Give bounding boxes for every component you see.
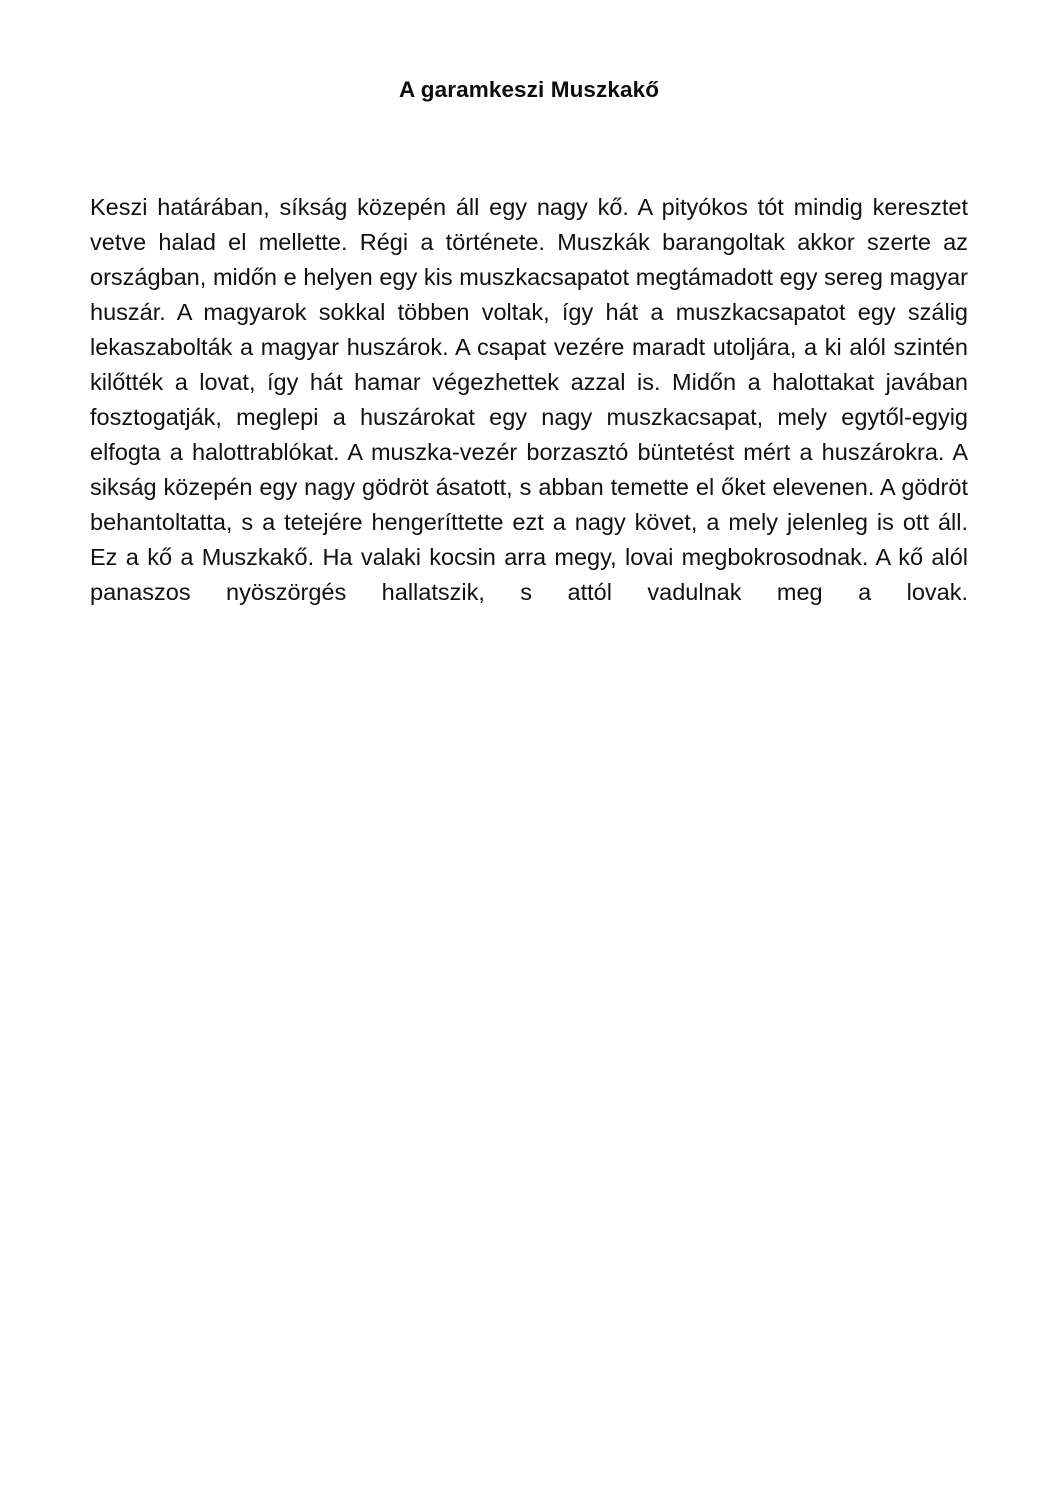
- title-body-spacer: [90, 104, 968, 190]
- body-paragraph: Keszi határában, síkság közepén áll egy nagy kő. A pityókos tót mindig keresztet vetve halad el mellette. Régi a története. Muszkák barangoltak akkor szerte az országban, midőn e helyen egy kis muszkacsapatot megtámadott egy sereg magyar huszár. A magyarok sokkal többen voltak, így hát a muszkacsapatot egy szálig lekaszabolták a magyar huszárok. A csapat vezére maradt utoljára, a ki alól szintén kilőtték a lovat, így hát hamar végezhettek azzal is. Midőn a halottakat javában fosztogatják, meglepi a huszárokat egy nagy muszkacsapat, mely egytől-egyig elfogta a halottrablókat. A muszka-vezér borzasztó büntetést mért a huszárokra. A sikság közepén egy nagy gödröt ásatott, s abban temette el őket elevenen. A gödröt behantoltatta, s a tetejére hengeríttette ezt a nagy követ, a mely jelenleg is ott áll. Ez a kő a Muszkakő. Ha valaki kocsin arra megy, lovai megbokrosodnak. A kő alól panaszos nyöszörgés hallatszik, s attól vadulnak meg a lovak.: [90, 194, 968, 606]
- document-text-column: [90, 76, 968, 645]
- page-title: A garamkeszi Muszkakő: [398, 77, 660, 102]
